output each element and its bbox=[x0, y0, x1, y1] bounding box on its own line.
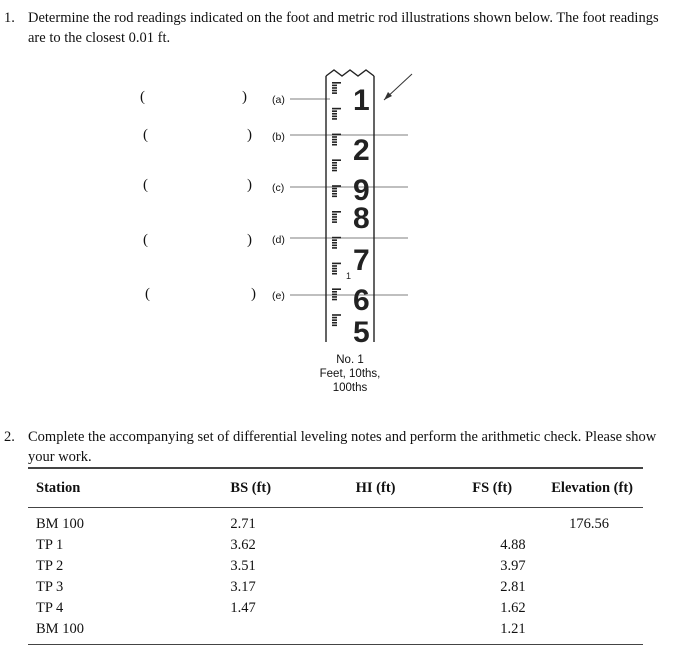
rod-tick bbox=[332, 299, 337, 301]
header-hi: HI (ft) bbox=[286, 468, 405, 508]
label-a: (a) bbox=[272, 94, 285, 106]
header-elevation: Elevation (ft) bbox=[535, 468, 643, 508]
rod-numeral: 8 bbox=[353, 202, 370, 235]
label-d: (d) bbox=[272, 234, 285, 246]
rod-caption-line3: 100ths bbox=[332, 382, 368, 394]
cell-hi bbox=[286, 508, 405, 536]
rod-tick bbox=[332, 216, 337, 218]
answer-e-close: ) bbox=[251, 286, 256, 302]
table-row bbox=[28, 577, 643, 598]
rod-tick bbox=[332, 92, 337, 94]
rod-tick bbox=[332, 170, 337, 172]
question-2-number: 2. bbox=[4, 429, 15, 445]
rod-tick bbox=[332, 108, 341, 110]
cell-fs: 1.21 bbox=[404, 619, 535, 645]
answer-d-close: ) bbox=[247, 232, 252, 248]
cell-station: BM 100 bbox=[28, 619, 88, 645]
table-row bbox=[28, 598, 643, 619]
question-2 bbox=[4, 427, 684, 471]
label-c: (c) bbox=[272, 182, 285, 194]
cell-elevation bbox=[535, 535, 643, 556]
cell-bs: 3.62 bbox=[230, 537, 256, 553]
rod-tick bbox=[332, 291, 337, 293]
cell-fs: 3.97 bbox=[500, 558, 526, 574]
rod-tick bbox=[332, 239, 337, 241]
rod-numerals bbox=[353, 84, 370, 349]
rod-tick bbox=[332, 87, 337, 89]
cell-bs: 1.47 bbox=[230, 600, 256, 616]
rod-tick bbox=[332, 263, 341, 265]
answer-a-open: ( bbox=[140, 89, 145, 105]
header-station: Station bbox=[28, 468, 88, 508]
rod-tick bbox=[332, 288, 341, 290]
rod-tick bbox=[332, 118, 337, 120]
header-fs: FS (ft) bbox=[404, 468, 535, 508]
rod-tick bbox=[332, 265, 337, 267]
rod-tick bbox=[332, 85, 337, 87]
rod-tick bbox=[332, 144, 337, 146]
rod-tick bbox=[332, 196, 337, 198]
rod-tick bbox=[332, 211, 341, 213]
answer-b-open: ( bbox=[143, 127, 148, 143]
rod-tick bbox=[332, 242, 337, 244]
question-1-number: 1. bbox=[4, 10, 15, 26]
rod-tick bbox=[332, 139, 337, 141]
cell-station: BM 100 bbox=[36, 516, 84, 532]
cell-hi bbox=[286, 556, 405, 577]
rod-tick bbox=[332, 317, 337, 319]
cell-hi bbox=[286, 598, 405, 619]
table-row bbox=[28, 535, 643, 556]
rod-tick bbox=[332, 314, 341, 316]
question-2-text: Complete the accompanying set of differential leveling notes and perform the arithmetic check. Please show your work. bbox=[28, 429, 657, 465]
rod-tick bbox=[332, 110, 337, 112]
rod-tick bbox=[332, 325, 337, 327]
rod-numeral: 9 bbox=[353, 174, 370, 207]
rod-tick bbox=[332, 134, 341, 136]
cell-station: TP 1 bbox=[36, 537, 64, 553]
cell-fs: 2.81 bbox=[500, 579, 526, 595]
cell-elevation bbox=[535, 577, 643, 598]
rod-tick bbox=[332, 268, 337, 270]
cell-hi bbox=[286, 619, 405, 645]
answer-e-open: ( bbox=[145, 286, 150, 302]
cell-fs: 1.62 bbox=[500, 600, 526, 616]
cell-elevation bbox=[535, 556, 643, 577]
answer-c-close: ) bbox=[247, 177, 252, 193]
rod-numeral: 7 bbox=[353, 244, 370, 277]
table-header-row bbox=[28, 468, 643, 508]
rod-tick bbox=[332, 188, 337, 190]
rod-tick bbox=[332, 165, 337, 167]
cell-bs: 3.17 bbox=[230, 579, 256, 595]
rod-tick bbox=[332, 167, 337, 169]
rod-numeral: 5 bbox=[353, 316, 370, 349]
cell-elevation bbox=[535, 619, 643, 645]
rod-tick bbox=[332, 185, 341, 187]
rod-tick bbox=[332, 214, 337, 216]
table-row bbox=[28, 556, 643, 577]
cell-fs: 4.88 bbox=[500, 537, 526, 553]
rod-numeral: 2 bbox=[353, 134, 370, 167]
rod-tick bbox=[332, 159, 341, 161]
cell-bs: 3.51 bbox=[230, 558, 256, 574]
question-1-text: Determine the rod readings indicated on the foot and metric rod illustrations shown below. The foot readings are to the closest 0.01 ft. bbox=[28, 10, 659, 46]
answer-d-open: ( bbox=[143, 232, 148, 248]
rod-tick bbox=[332, 190, 337, 192]
rod-tick bbox=[332, 116, 337, 118]
rod-tick bbox=[332, 294, 337, 296]
rod-numeral: 1 bbox=[353, 84, 370, 117]
rod-numeral: 6 bbox=[353, 284, 370, 317]
rod-tick bbox=[332, 113, 337, 115]
leveling-notes-table bbox=[28, 467, 643, 645]
rod-tick bbox=[332, 270, 337, 272]
rod-tick bbox=[332, 82, 341, 84]
cell-bs: 2.71 bbox=[230, 516, 256, 532]
rod-tick bbox=[332, 245, 337, 247]
cell-bs bbox=[88, 619, 285, 645]
header-bs: BS (ft) bbox=[88, 468, 285, 508]
rod-tick bbox=[332, 219, 337, 221]
cell-hi bbox=[286, 535, 405, 556]
rod-tick bbox=[332, 322, 337, 324]
rod-tick bbox=[332, 162, 337, 164]
cell-station: TP 4 bbox=[36, 600, 64, 616]
rod-tick bbox=[332, 319, 337, 321]
rod-tick bbox=[332, 247, 337, 249]
rod-tick bbox=[332, 221, 337, 223]
label-b: (b) bbox=[272, 131, 285, 143]
rod-tick bbox=[332, 273, 337, 275]
rod-break-top bbox=[326, 70, 374, 76]
rod-caption-line2: Feet, 10ths, bbox=[319, 368, 381, 380]
answer-b-close: ) bbox=[247, 127, 252, 143]
rod-tick bbox=[332, 136, 337, 138]
answer-a-close: ) bbox=[242, 89, 247, 105]
rod-tick bbox=[332, 141, 337, 143]
rod-tick bbox=[332, 296, 337, 298]
rod-caption-line1: No. 1 bbox=[336, 354, 364, 366]
rod-caption bbox=[300, 353, 400, 395]
answer-c-open: ( bbox=[143, 177, 148, 193]
cell-station: TP 3 bbox=[36, 579, 64, 595]
rod-graduations bbox=[332, 82, 341, 326]
label-e: (e) bbox=[272, 290, 285, 302]
rod-tick bbox=[332, 90, 337, 92]
cell-station: TP 2 bbox=[36, 558, 64, 574]
rod-tick bbox=[332, 193, 337, 195]
cell-elevation bbox=[535, 598, 643, 619]
cell-fs bbox=[404, 508, 535, 536]
rod-tick bbox=[332, 237, 341, 239]
cell-hi bbox=[286, 577, 405, 598]
table-row bbox=[28, 508, 643, 536]
rod-small-digit: 1 bbox=[346, 271, 352, 281]
table-row bbox=[28, 619, 643, 645]
cell-elevation: 176.56 bbox=[569, 516, 609, 532]
